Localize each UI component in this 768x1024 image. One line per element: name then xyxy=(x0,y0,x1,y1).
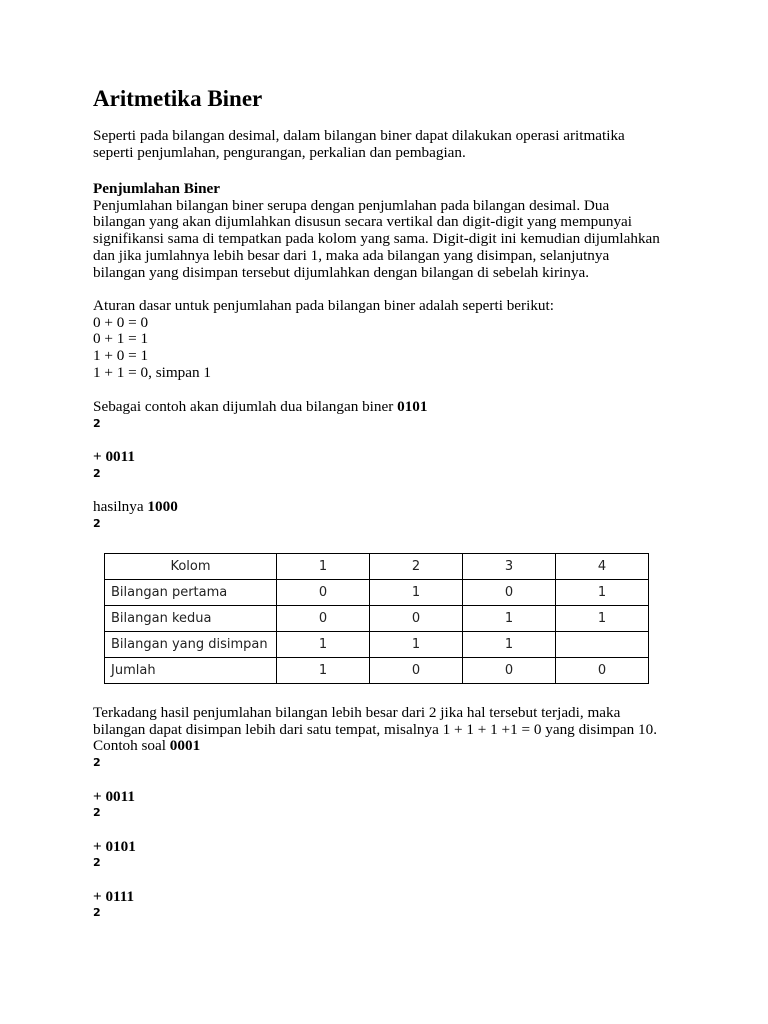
example2-addend: + 0101 xyxy=(93,837,136,855)
table-row: Bilangan pertama 0 1 0 1 xyxy=(105,580,649,606)
rule-line: 1 + 0 = 1 xyxy=(93,347,149,365)
section-block: Penjumlahan Biner Penjumlahan bilangan biner serupa dengan penjumlahan pada bilangan desimal. Dua bilangan yang akan dijumlahkan disusun secara vertikal dan digit-digit yang mempunyai signifikansi sama di tempatkan pada kolom yang sama. Digit-digit ini kemudian dijumlahkan dan jika jumlahnya lebih besar dari 1, maka ada bilangan yang disimpan, selanjutnya bilangan yang disimpan tersebut dijumlahkan dengan bilangan di sebelah kirinya. xyxy=(93,180,660,281)
page-title: Aritmetika Biner xyxy=(93,86,263,111)
example1-addend: + 0011 xyxy=(93,448,135,466)
rule-line: 1 + 1 = 0, simpan 1 xyxy=(93,363,211,381)
example1-block: Sebagai contoh akan dijumlah dua bilangan biner 0101 2 + 0011 2 hasilnya 1000 2 xyxy=(93,398,428,530)
table-row: Bilangan yang disimpan 1 1 1 xyxy=(105,632,649,658)
section-heading: Penjumlahan Biner xyxy=(93,180,220,197)
table-row: Bilangan kedua 0 0 1 1 xyxy=(105,606,649,632)
rule-line: 0 + 1 = 1 xyxy=(93,330,149,348)
example2-addend: + 0111 xyxy=(93,887,135,905)
intro-paragraph: Seperti pada bilangan desimal, dalam bilangan biner dapat dilakukan operasi aritmatika seperti penjumlahan, pengurangan, perkalian dan pembagian. xyxy=(93,127,625,161)
table-row: Jumlah 1 0 0 0 xyxy=(105,658,649,684)
table-header-row: Kolom 1 2 3 4 xyxy=(105,554,649,580)
example1-number: 0101 xyxy=(397,398,428,415)
rules-block xyxy=(93,298,554,382)
example1-result: 1000 xyxy=(147,498,178,516)
paragraph2: Terkadang hasil penjumlahan bilangan lebih besar dari 2 jika hal tersebut terjadi, maka bilangan dapat disimpan lebih dari satu tempat, misalnya 1 + 1 + 1 +1 = 0 yang disimpan 10. Contoh soal 0001 2 + 0011 2 + 0101 2 + 0111 2 xyxy=(93,704,658,920)
rules-intro: Aturan dasar untuk penjumlahan pada bilangan biner adalah seperti berikut: xyxy=(93,297,554,314)
example2-addend: + 0011 xyxy=(93,787,135,805)
example2-number: 0001 xyxy=(169,737,201,755)
rule-line: 0 + 0 = 0 xyxy=(93,313,149,331)
addition-table xyxy=(104,553,649,684)
